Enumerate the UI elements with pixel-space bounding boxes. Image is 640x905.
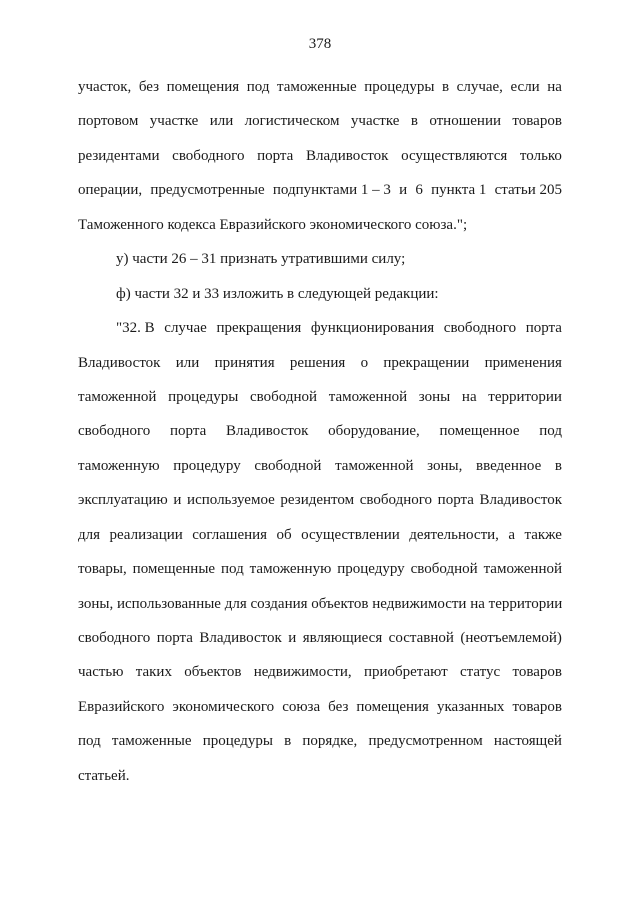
word: Владивосток — [225, 423, 309, 440]
text-line — [78, 380, 562, 414]
word: экономического — [172, 698, 275, 715]
word: товаров — [512, 698, 562, 715]
text-line — [78, 587, 562, 621]
word: и — [288, 630, 297, 646]
page-number: 378 — [308, 36, 332, 52]
text-line — [78, 139, 562, 173]
word: порядке, — [302, 733, 358, 750]
word: приобретают — [363, 664, 448, 681]
word: в — [284, 733, 292, 750]
text-line — [78, 414, 562, 448]
word: под — [246, 79, 270, 95]
word: осуществляются — [401, 147, 508, 164]
text-line: у) части 26 – 31 признать утратившими силу; — [116, 251, 406, 268]
word: частью — [78, 664, 124, 681]
word: операции, — [78, 182, 143, 199]
word: применения — [484, 354, 562, 371]
word: являющиеся — [302, 630, 383, 646]
text-line — [78, 311, 562, 345]
text-line — [78, 483, 562, 517]
word: если — [510, 79, 540, 95]
text-line — [78, 690, 562, 724]
word: свободного — [78, 423, 151, 440]
word: реализации — [109, 526, 183, 543]
word: Евразийского — [78, 698, 165, 715]
word: таможенную — [78, 457, 160, 474]
word: случае, — [456, 79, 503, 95]
word: процедуры — [202, 733, 273, 750]
word: помещения — [356, 698, 429, 715]
word: участке — [149, 113, 199, 130]
word: составной — [388, 630, 454, 646]
word: деятельности, — [409, 526, 499, 543]
text-line — [78, 104, 562, 138]
text-line — [78, 70, 562, 104]
word: оборудование, — [328, 423, 420, 440]
word: объектов — [184, 664, 242, 681]
word: порта — [257, 147, 294, 164]
word: только — [519, 147, 562, 164]
line-text: эксплуатацию и используемое резидентом свободного порта Владивосток — [78, 492, 562, 509]
word: для — [78, 526, 101, 543]
word: без — [328, 698, 349, 715]
word: процедуры — [364, 79, 435, 95]
text-line — [78, 724, 562, 758]
text-line — [78, 655, 562, 689]
word: порта — [170, 423, 207, 440]
word: портовом — [78, 113, 139, 130]
word: также — [524, 526, 562, 543]
word: настоящей — [493, 733, 562, 750]
word: или — [175, 354, 200, 371]
word: на — [461, 388, 477, 405]
word: а — [508, 526, 516, 543]
word: прекращения — [216, 320, 302, 337]
word: в — [442, 79, 450, 95]
word: в — [410, 113, 418, 130]
word: таможенные — [277, 79, 357, 95]
word: свободного — [172, 147, 245, 164]
text-line — [78, 173, 562, 207]
word: 6 — [415, 182, 423, 199]
word: осуществлении — [301, 526, 400, 543]
word: свободного — [443, 320, 517, 337]
word: принятия — [214, 354, 275, 371]
text-line: ф) части 32 и 33 изложить в следующей редакции: — [116, 285, 439, 302]
word: помещения — [166, 79, 240, 95]
word: или — [209, 113, 234, 130]
line-text: товары, помещенные под таможенную процедуру свободной таможенной — [78, 561, 562, 578]
word: зоны, — [427, 457, 463, 474]
word: и — [399, 182, 408, 199]
word: недвижимости, — [253, 664, 352, 681]
word: об — [276, 526, 292, 543]
word: пункта 1 — [431, 182, 487, 199]
word: предусмотренном — [368, 733, 483, 750]
word: случае — [164, 320, 207, 337]
word: таможенной — [335, 457, 414, 474]
word: порта — [525, 320, 562, 337]
word: Владивосток — [199, 630, 282, 646]
word: территории — [488, 388, 562, 405]
word: подпунктами 1 – 3 — [272, 182, 391, 199]
word: (неотъемлемой) — [460, 630, 562, 646]
word: таможенной — [328, 388, 408, 405]
word: на — [547, 79, 562, 95]
word: "32. В — [116, 320, 155, 337]
text-line: статьей. — [78, 767, 130, 784]
word: отношении — [429, 113, 502, 130]
word: помещенное — [439, 423, 520, 440]
word: прекращении — [383, 354, 470, 371]
word: свободного — [78, 630, 151, 646]
word: без — [138, 79, 160, 95]
text-line — [78, 552, 562, 586]
word: таких — [135, 664, 172, 681]
word: логистическом — [244, 113, 340, 130]
word: свободной — [254, 457, 322, 474]
word: процедуру — [173, 457, 241, 474]
word: таможенной — [78, 388, 157, 405]
word: процедуры — [168, 388, 239, 405]
word: участке — [350, 113, 400, 130]
word: союза — [282, 698, 321, 715]
word: Владивосток — [305, 147, 389, 164]
text-line — [78, 621, 562, 655]
text-line — [78, 346, 562, 380]
word: зоны — [418, 388, 451, 405]
word: свободной — [250, 388, 318, 405]
word: соглашения — [192, 526, 268, 543]
word: функционирования — [310, 320, 435, 337]
word: товаров — [512, 113, 562, 130]
word: резидентами — [78, 147, 160, 164]
word: о — [360, 354, 369, 371]
word: статус — [460, 664, 501, 681]
word: введенное — [476, 457, 542, 474]
word: предусмотренные — [150, 182, 265, 199]
word: порта — [156, 630, 193, 646]
line-text: зоны, использованные для создания объектов недвижимости на территории — [78, 595, 563, 612]
word: участок, — [78, 79, 132, 95]
text-line — [78, 518, 562, 552]
word: указанных — [437, 698, 505, 715]
word: Владивосток — [78, 354, 161, 371]
text-line: Таможенного кодекса Евразийского экономического союза."; — [78, 216, 468, 233]
word: в — [554, 457, 562, 474]
word: решения — [289, 354, 346, 371]
word: статьи 205 — [494, 182, 562, 199]
document-body — [78, 70, 562, 793]
text-line — [78, 449, 562, 483]
word: таможенные — [111, 733, 192, 750]
word: под — [539, 423, 562, 440]
word: товаров — [512, 664, 562, 681]
word: под — [78, 733, 101, 750]
